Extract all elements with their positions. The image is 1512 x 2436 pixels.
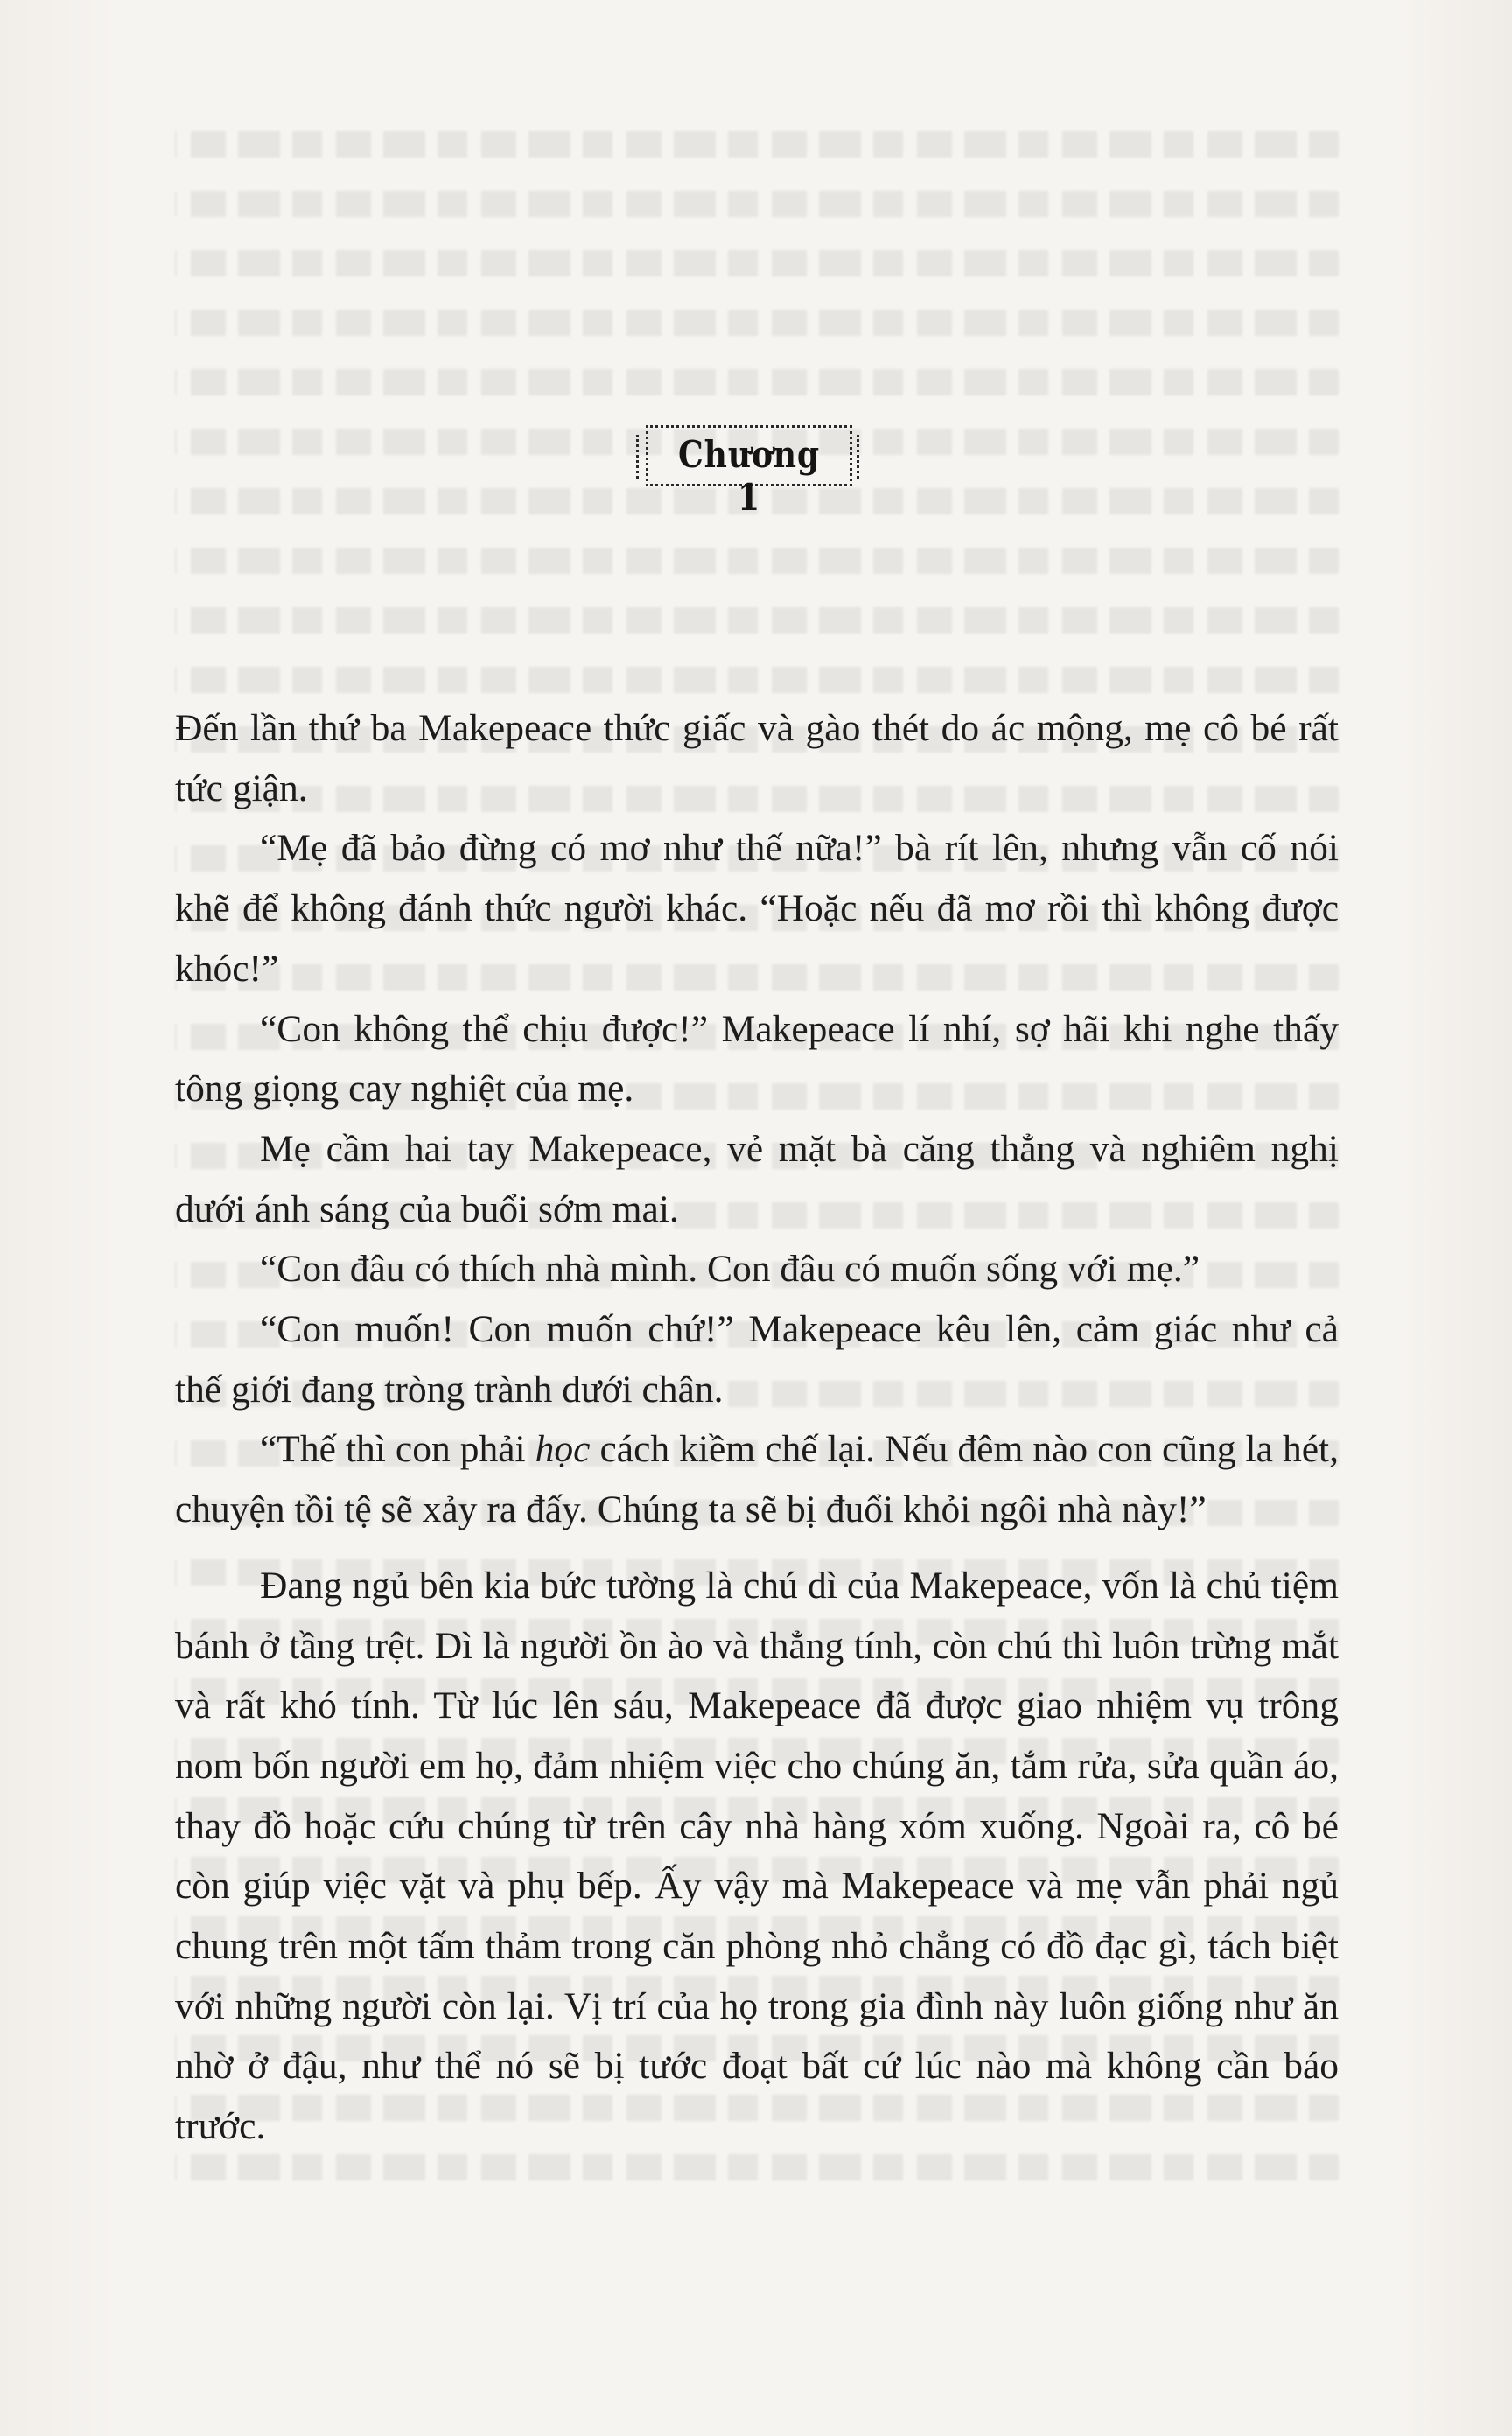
chapter-heading-frame — [646, 425, 852, 519]
paragraph-part: “Thế thì con phải — [260, 1428, 536, 1471]
bleed-line — [175, 548, 1339, 574]
bleed-line — [175, 250, 1339, 276]
paragraph: Đang ngủ bên kia bức tường là chú dì của Makepeace, vốn là chủ tiệm bánh ở tầng trệt. Dì là người ồn ào và thẳng tính, còn chú thì luôn trừng mắt và rất khó tính. Từ lúc lên sáu, Makepeace đã được giao nhiệm vụ trông nom bốn người em họ, đảm nhiệm việc cho chúng ăn, tắm rửa, sửa quần áo, thay đồ hoặc cứu chúng từ trên cây nhà hàng xóm xuống. Ngoài ra, cô bé còn giúp việc vặt và phụ bếp. Ấy vậy mà Makepeace và mẹ vẫn phải ngủ chung trên một tấm thảm trong căn phòng nhỏ chẳng có đồ đạc gì, tách biệt với những người còn lại. Vị trí của họ trong gia đình này luôn giống như ăn nhờ ở đậu, như thể nó sẽ bị tước đoạt bất cứ lúc nào mà không cần báo trước. — [175, 1564, 1339, 2148]
paragraph: “Con đâu có thích nhà mình. Con đâu có muốn sống với mẹ.” — [260, 1248, 1200, 1291]
paragraph: “Mẹ đã bảo đừng có mơ như thế nữa!” bà rít lên, nhưng vẫn cố nói khẽ để không đánh thức người khác. “Hoặc nếu đã mơ rồi thì không được khóc!” — [175, 827, 1339, 990]
chapter-title: Chương 1 — [677, 433, 821, 519]
bleed-line — [175, 310, 1339, 336]
bleed-line — [175, 131, 1339, 158]
bleed-line — [175, 191, 1339, 217]
paragraph — [175, 1419, 1339, 1539]
paragraph-emphasis: học — [535, 1428, 591, 1471]
bleed-line — [175, 2154, 1339, 2180]
bleed-line — [175, 667, 1339, 693]
paragraph-part: cách kiềm chế lại. Nếu đêm nào con cũng la hét, chuyện tồi tệ sẽ xảy ra đấy. Chúng ta sẽ bị đuổi khỏi ngôi nhà này!” — [175, 1428, 1339, 1531]
paragraph: Đến lần thứ ba Makepeace thức giấc và gào thét do ác mộng, mẹ cô bé rất tức giận. — [175, 707, 1339, 809]
chapter-body-text — [175, 698, 1339, 2157]
paragraph: “Con muốn! Con muốn chứ!” Makepeace kêu lên, cảm giác như cả thế giới đang tròng trành dưới chân. — [175, 1308, 1339, 1410]
paragraph: Mẹ cầm hai tay Makepeace, vẻ mặt bà căng thẳng và nghiêm nghị dưới ánh sáng của buổi sớm mai. — [175, 1127, 1339, 1230]
paragraph: “Con không thể chịu được!” Makepeace lí nhí, sợ hãi khi nghe thấy tông giọng cay nghiệt của mẹ. — [175, 1007, 1339, 1110]
bleed-line — [175, 607, 1339, 634]
bleed-line — [175, 369, 1339, 396]
